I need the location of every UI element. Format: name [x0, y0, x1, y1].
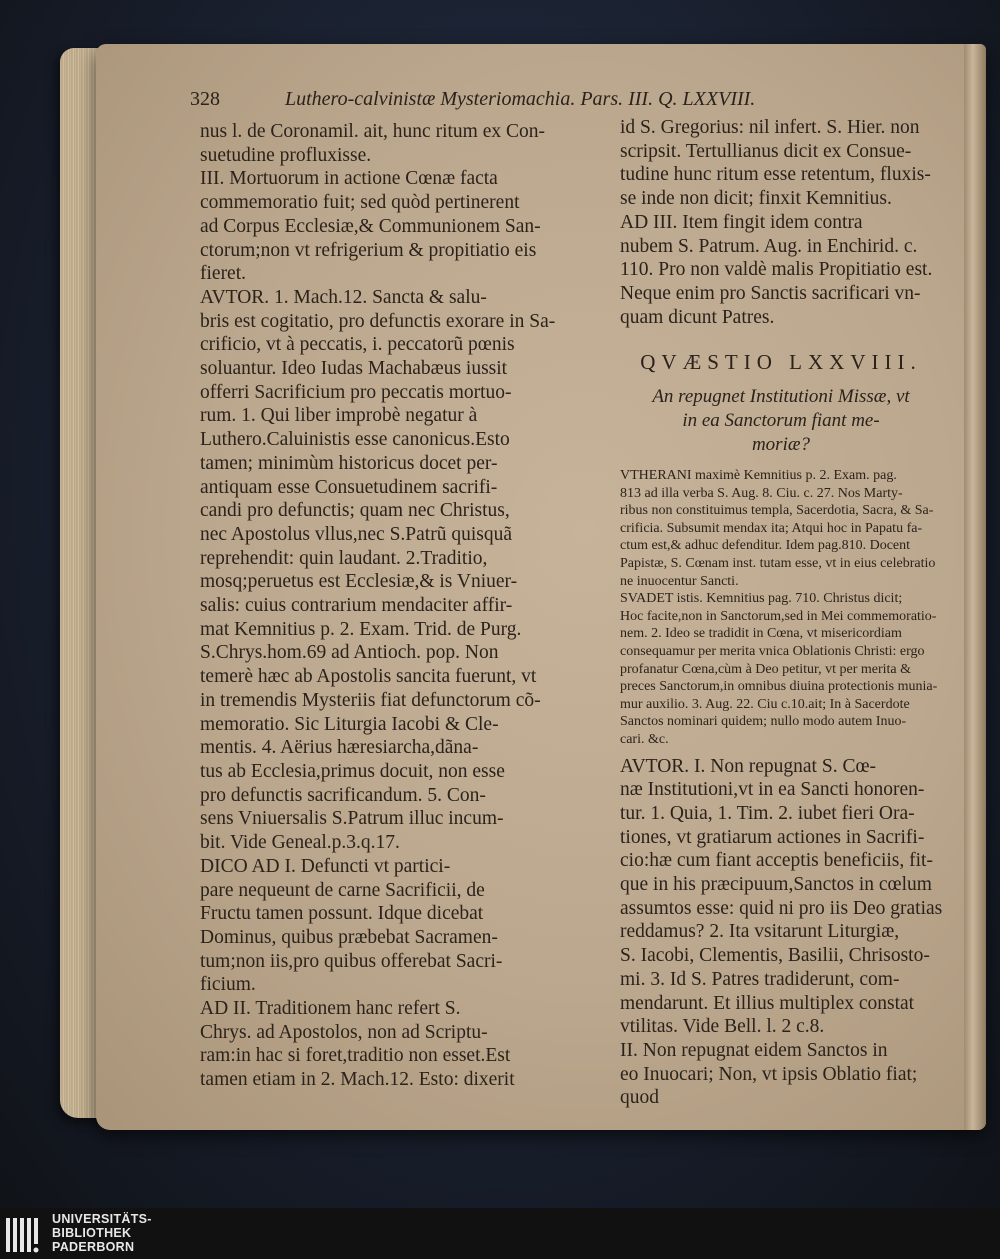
small-text-line: cari. &c. [620, 731, 669, 747]
small-text-line: VTHERANI maximè Kemnitius p. 2. Exam. pag. [620, 468, 897, 484]
text-line: DICO AD I. Defuncti vt partici- [200, 855, 451, 877]
text-line: mentis. 4. Aërius hæresiarcha,dãna- [200, 737, 479, 759]
text-line: nus l. de Coronamil. ait, hunc ritum ex Con- [200, 121, 545, 142]
running-head [190, 88, 870, 111]
text-line: tamen; minimùm historicus docet per- [200, 452, 498, 474]
text-line: III. Mortuorum in actione Cœnæ facta [200, 168, 498, 190]
text-line: Neque enim pro Sanctis sacrificari vn- [620, 282, 921, 304]
right-column-top-text [620, 116, 942, 329]
library-footer [0, 1208, 1000, 1259]
text-line: ctorum;non vt refrigerium & propitiatio eis [200, 239, 537, 261]
text-line: mendarunt. Et illius multiplex constat [620, 992, 915, 1014]
text-line: antiquam esse Consuetudinem sacrifi- [200, 476, 498, 498]
text-line: reprehendit: quin laudant. 2.Traditio, [200, 547, 488, 569]
text-line: nubem S. Patrum. Aug. in Enchirid. c. [620, 235, 918, 257]
small-text-line: Sanctos nominari quidem; nullo modo autem Inuo- [620, 714, 907, 730]
text-line: ram:in hac si foret,traditio non esset.Est [200, 1045, 511, 1067]
text-line: bit. Vide Geneal.p.3.q.17. [200, 832, 400, 854]
small-text-line: profanatur Cœna,cùm à Deo petitur, vt per merita & [620, 661, 912, 677]
small-text-line: mur auxilio. 3. Aug. 22. Ciu c.10.ait; In à Sacerdote [620, 696, 910, 712]
text-line: in tremendis Mysteriis fiat defunctorum cõ- [200, 689, 541, 711]
text-line: Dominus, quibus præbebat Sacramen- [200, 926, 498, 948]
text-line: tudine hunc ritum esse retentum, fluxis- [620, 164, 931, 186]
library-logo-text [52, 1212, 152, 1254]
text-line: que in his præcipuum,Sanctos in cœlum [620, 874, 932, 896]
text-line: mat Kemnitius p. 2. Exam. Trid. de Purg. [200, 618, 522, 640]
text-line: temerè hæc ab Apostolis sancita fuerunt, vt [200, 666, 537, 688]
question-heading: QVÆSTIO LXXVIII. [640, 350, 922, 375]
text-line: memoratio. Sic Liturgia Iacobi & Cle- [200, 713, 499, 735]
text-line: tiones, vt gratiarum actiones in Sacrifi- [620, 826, 925, 848]
question-title [620, 385, 942, 457]
text-line: pare nequeunt de carne Sacrificii, de [200, 879, 485, 901]
text-line: cio:hæ cum fiant acceptis beneficiis, fit- [620, 850, 933, 872]
question-title-line: moriæ? [751, 434, 811, 456]
text-line: commemoratio fuit; sed quòd pertinerent [200, 192, 520, 214]
text-line: Fructu tamen possunt. Idque dicebat [200, 903, 484, 925]
text-line: tum;non iis,pro quibus offerebat Sacri- [200, 950, 503, 972]
text-line: Luthero.Caluinistis esse canonicus.Esto [200, 429, 510, 451]
small-text-line: 813 ad illa verba S. Aug. 8. Ciu. c. 27. Nos Marty- [620, 485, 903, 501]
text-line: salis: cuius contrarium mendaciter affir- [200, 595, 513, 617]
right-column-small-print [620, 467, 942, 749]
text-line: AVTOR. 1. Mach.12. Sancta & salu- [200, 286, 487, 308]
small-text-line: consequamur per merita vnica Oblationis Christi: ergo [620, 643, 925, 659]
running-title: Luthero-calvinistæ Mysteriomachia. Pars. III. Q. LXXVIII. [285, 88, 756, 110]
text-line: sens Vniuersalis S.Patrum illuc incum- [200, 808, 504, 830]
text-line: quod [620, 1087, 659, 1109]
text-line: offerri Sacrificium pro peccatis mortuo- [200, 381, 512, 403]
text-line: AVTOR. I. Non repugnat S. Cœ- [620, 755, 877, 777]
text-line: tus ab Ecclesia,primus docuit, non esse [200, 760, 505, 782]
small-text-line: Hoc facite,non in Sanctorum,sed in Mei commemoratio- [620, 608, 937, 624]
text-line: fieret. [200, 263, 247, 285]
small-text-line: ne inuocentur Sancti. [620, 573, 739, 589]
text-line: suetudine profluxisse. [200, 144, 372, 166]
small-text-line: Papistæ, S. Cœnam inst. tutam esse, vt in eius celebratio [620, 556, 936, 571]
text-line: crificio, vt à peccatis, i. peccatorũ pœnis [200, 334, 515, 356]
small-text-line: preces Sanctorum,in omnibus diuina protectionis munia- [620, 679, 938, 695]
text-line: pro defunctis sacrificandum. 5. Con- [200, 784, 486, 806]
text-line: candi pro defunctis; quam nec Christus, [200, 500, 510, 522]
text-line: ad Corpus Ecclesiæ,& Communionem San- [200, 215, 541, 237]
text-line: AD III. Item fingit idem contra [620, 211, 863, 233]
text-line: ficium. [200, 974, 256, 996]
text-line: id S. Gregorius: nil infert. S. Hier. non [620, 117, 920, 138]
text-line: Chrys. ad Apostolos, non ad Scriptu- [200, 1021, 488, 1043]
logo-line: UNIVERSITÄTS- [52, 1212, 152, 1226]
right-column [620, 116, 942, 1110]
left-column [200, 120, 610, 1092]
text-line: rum. 1. Qui liber improbè negatur à [200, 405, 478, 427]
library-logo-icon [6, 1214, 42, 1254]
text-line: S. Iacobi, Clementis, Basilii, Chrisosto- [620, 945, 930, 967]
text-line: mosq;peruetus est Ecclesiæ,& is Vniuer- [200, 571, 518, 593]
text-line: 110. Pro non valdè malis Propitiatio est. [620, 259, 933, 281]
text-line: quam dicunt Patres. [620, 306, 775, 328]
question-title-line: An repugnet Institutioni Missæ, vt [652, 386, 910, 408]
text-line: II. Non repugnat eidem Sanctos in [620, 1039, 888, 1061]
text-line: tamen etiam in 2. Mach.12. Esto: dixerit [200, 1069, 515, 1091]
text-line: næ Institutioni,vt in ea Sancti honoren- [620, 779, 925, 801]
text-line: eo Inuocari; Non, vt ipsis Oblatio fiat; [620, 1063, 918, 1085]
page-right-edge [964, 44, 986, 1130]
text-line: AD II. Traditionem hanc refert S. [200, 998, 461, 1020]
question-title-line: in ea Sanctorum fiant me- [682, 410, 880, 432]
text-line: tur. 1. Quia, 1. Tim. 2. iubet fieri Ora- [620, 802, 915, 824]
text-line: assumtos esse: quid ni pro iis Deo gratias [620, 897, 943, 919]
text-line: nec Apostolus vllus,nec S.Patrũ quisquã [200, 523, 512, 545]
right-column-bottom-text [620, 755, 942, 1111]
small-text-line: nem. 2. Ideo se tradidit in Cœna, vt misericordiam [620, 626, 902, 642]
text-line: vtilitas. Vide Bell. l. 2 c.8. [620, 1016, 825, 1038]
small-text-line: ctum est,& adhuc defenditur. Idem pag.810. Docent [620, 538, 911, 554]
logo-line: PADERBORN [52, 1240, 135, 1254]
text-line: reddamus? 2. Ita vsitarunt Liturgiæ, [620, 921, 900, 943]
text-line: se inde non dicit; finxit Kemnitius. [620, 188, 892, 210]
logo-line: BIBLIOTHEK [52, 1226, 132, 1240]
small-text-line: SVADET istis. Kemnitius pag. 710. Christus dicit; [620, 591, 903, 607]
small-text-line: crificia. Subsumit mendax ita; Atqui hoc in Papatu fa- [620, 520, 923, 536]
small-text-line: ribus non constituimus templa, Sacerdotia, Sacra, & Sa- [620, 503, 934, 519]
page-number: 328 [190, 88, 220, 110]
text-line: scripsit. Tertullianus dicit ex Consue- [620, 140, 912, 162]
text-line: bris est cogitatio, pro defunctis exorare in Sa- [200, 310, 556, 332]
text-line: soluantur. Ideo Iudas Machabæus iussit [200, 358, 508, 380]
text-line: S.Chrys.hom.69 ad Antioch. pop. Non [200, 642, 499, 664]
text-line: mi. 3. Id S. Patres tradiderunt, com- [620, 968, 900, 990]
